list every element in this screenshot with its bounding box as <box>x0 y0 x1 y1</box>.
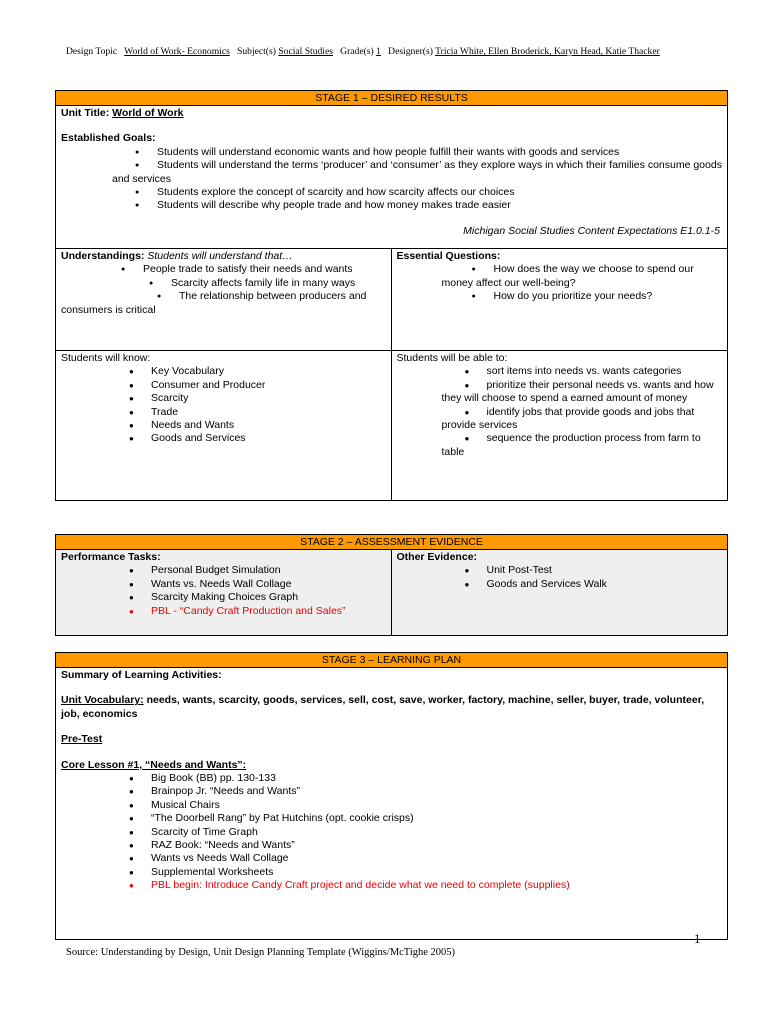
activities-list <box>61 772 722 893</box>
page-number: 1 <box>694 931 701 946</box>
know-item: ● Key Vocabulary <box>151 365 386 378</box>
unit-title: World of Work <box>112 107 184 119</box>
standard-reference: Michigan Social Studies Content Expectations E1.0.1-5 <box>463 224 720 237</box>
understandings-row <box>56 248 727 350</box>
able-item: ● sequence the production process from farm to table <box>442 432 723 459</box>
grade: 1 <box>376 46 381 57</box>
stage1-goals-cell <box>56 106 727 248</box>
goals-heading: Established Goals: <box>61 132 156 145</box>
pretest: Pre-Test <box>61 733 103 746</box>
subject: Social Studies <box>278 46 333 57</box>
activity-item: ● Musical Chairs <box>151 799 722 812</box>
grade-label: Grade(s) <box>340 46 374 57</box>
design-topic: World of Work- Economics <box>124 46 230 57</box>
activity-item-pbl: ● PBL begin: Introduce Candy Craft project and decide what we need to complete (supplies) <box>151 879 722 892</box>
other-heading: Other Evidence: <box>396 551 478 563</box>
other-item: ● Unit Post-Test <box>487 564 723 577</box>
understanding-item: ● People trade to satisfy their needs and wants <box>61 263 386 276</box>
performance-item-pbl: ● PBL - “Candy Craft Production and Sales” <box>151 605 386 618</box>
subject-label: Subject(s) <box>237 46 276 57</box>
students-able-cell <box>392 351 728 500</box>
vocab-label: Unit Vocabulary: <box>61 694 144 707</box>
able-item: ● identify jobs that provide goods and jobs that provide services <box>442 406 723 433</box>
document-header <box>66 46 660 57</box>
performance-heading: Performance Tasks: <box>61 551 161 563</box>
designer-label: Designer(s) <box>388 46 433 57</box>
performance-list <box>61 564 386 618</box>
activity-item: ● Brainpop Jr. “Needs and Wants” <box>151 785 722 798</box>
stage1-title: STAGE 1 – DESIRED RESULTS <box>56 91 727 106</box>
stage2-table <box>55 534 728 636</box>
activity-item: ● Big Book (BB) pp. 130-133 <box>151 772 722 785</box>
know-item: ● Consumer and Producer <box>151 379 386 392</box>
unit-title-label: Unit Title: <box>61 107 110 119</box>
performance-item: ● Wants vs. Needs Wall Collage <box>151 578 386 591</box>
question-item: ● How do you prioritize your needs? <box>442 290 723 303</box>
know-row <box>56 350 727 500</box>
know-list <box>61 365 386 445</box>
activity-item: ● “The Doorbell Rang” by Pat Hutchins (opt. cookie crisps) <box>151 812 722 825</box>
essential-questions-cell <box>392 249 728 350</box>
questions-heading: Essential Questions: <box>396 250 501 262</box>
design-topic-label: Design Topic <box>66 46 118 57</box>
stage3-title: STAGE 3 – LEARNING PLAN <box>56 653 727 668</box>
able-list <box>397 365 723 459</box>
questions-list <box>397 263 723 303</box>
goals-list <box>61 146 722 213</box>
other-item: ● Goods and Services Walk <box>487 578 723 591</box>
activity-item: ● Supplemental Worksheets <box>151 866 722 879</box>
understandings-list <box>61 263 386 317</box>
understandings-cell <box>56 249 392 350</box>
know-item: ● Scarcity <box>151 392 386 405</box>
assessment-row <box>56 550 727 635</box>
stage2-title: STAGE 2 – ASSESSMENT EVIDENCE <box>56 535 727 550</box>
understandings-label: Understandings: <box>61 250 145 262</box>
other-list <box>397 564 723 591</box>
able-heading: Students will be able to: <box>396 352 508 364</box>
other-evidence-cell <box>392 550 728 635</box>
know-heading: Students will know: <box>61 352 151 364</box>
understanding-item: ● Scarcity affects family life in many ways <box>61 277 386 290</box>
performance-item: ● Scarcity Making Choices Graph <box>151 591 386 604</box>
source-footer: Source: Understanding by Design, Unit Design Planning Template (Wiggins/McTighe 2005) <box>66 947 456 958</box>
able-item: ● sort items into needs vs. wants categories <box>442 365 723 378</box>
activity-item: ● Scarcity of Time Graph <box>151 826 722 839</box>
goal-item: ● Students will describe why people trade and how money makes trade easier <box>157 199 722 212</box>
designers: Tricia White, Ellen Broderick, Karyn Head, Katie Thacker <box>435 46 660 57</box>
stage1-table <box>55 90 728 501</box>
know-item: ● Needs and Wants <box>151 419 386 432</box>
know-item: ● Trade <box>151 406 386 419</box>
goal-item: ● Students will understand the terms ‘producer’ and ‘consumer’ as they explore ways in which their families consume goods and services <box>112 159 722 186</box>
understanding-item: ● The relationship between producers and consumers is critical <box>61 290 386 317</box>
stage3-table <box>55 652 728 940</box>
summary-heading: Summary of Learning Activities: <box>61 669 222 681</box>
core-lesson-title: Core Lesson #1, “Needs and Wants”: <box>61 758 247 771</box>
activity-item: ● RAZ Book: “Needs and Wants” <box>151 839 722 852</box>
able-item: ● prioritize their personal needs vs. wants and how they will choose to spend a earned amount of money <box>442 379 723 406</box>
learning-plan-cell <box>56 668 727 939</box>
question-item: ● How does the way we choose to spend our money affect our well-being? <box>442 263 723 290</box>
students-know-cell <box>56 351 392 500</box>
goal-item: ● Students will understand economic wants and how people fulfill their wants with goods and services <box>157 146 722 159</box>
goal-item: ● Students explore the concept of scarcity and how scarcity affects our choices <box>157 186 722 199</box>
performance-tasks-cell <box>56 550 392 635</box>
know-item: ● Goods and Services <box>151 432 386 445</box>
understandings-intro: Students will understand that… <box>147 250 293 262</box>
activity-item: ● Wants vs Needs Wall Collage <box>151 852 722 865</box>
vocab-list: needs, wants, scarcity, goods, services, sell, cost, save, worker, factory, machine, seller, buyer, trade, volunteer, job, economics <box>61 694 705 720</box>
performance-item: ● Personal Budget Simulation <box>151 564 386 577</box>
